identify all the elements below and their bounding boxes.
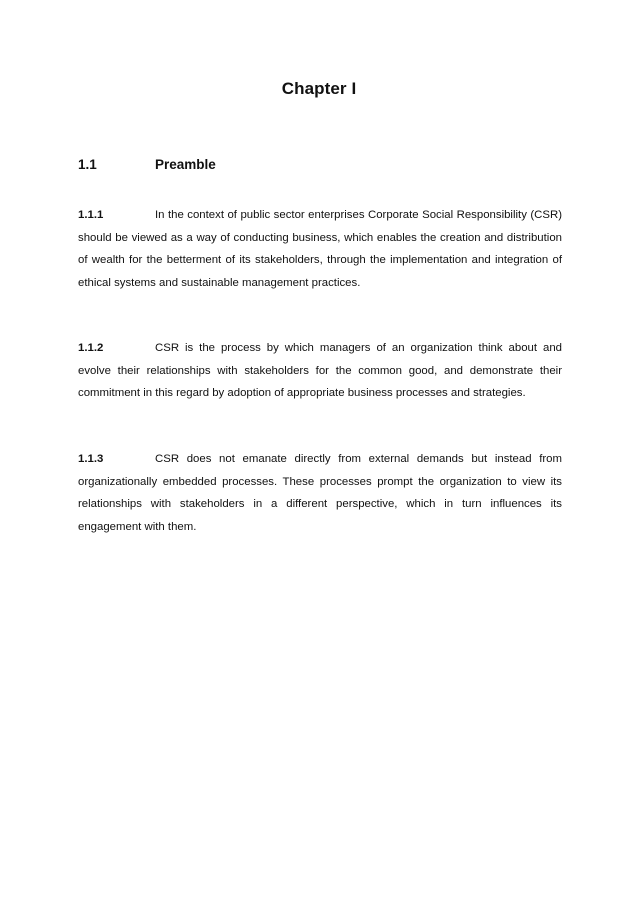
paragraph-number: 1.1.1 xyxy=(78,209,104,221)
paragraph-1-1-2 xyxy=(78,337,562,405)
section-number: 1.1 xyxy=(78,157,97,172)
paragraph-text: CSR is the process by which managers of an organization think about and evolve their relationships with stakeholders for the common good, and demonstrate their commitment in this regard by adoption of appropriate business processes and strategies. xyxy=(78,342,562,399)
paragraph-1-1-1 xyxy=(78,204,562,294)
paragraph-text: CSR does not emanate directly from external demands but instead from organizationally embedded processes. These processes prompt the organization to view its relationships with stakeholders in a different perspective, which in turn influences its engagement with them. xyxy=(78,453,562,533)
paragraph-number: 1.1.3 xyxy=(78,453,104,465)
section-title: Preamble xyxy=(155,157,216,172)
paragraph-text: In the context of public sector enterprises Corporate Social Responsibility (CSR) should be viewed as a way of conducting business, which enables the creation and distribution of wealth for the betterment of its stakeholders, through the implementation and integration of ethical systems and sustainable management practices. xyxy=(78,209,562,289)
section-heading xyxy=(78,157,562,172)
chapter-title: Chapter I xyxy=(281,79,357,98)
paragraph-1-1-3 xyxy=(78,448,562,538)
paragraph-number: 1.1.2 xyxy=(78,342,104,354)
